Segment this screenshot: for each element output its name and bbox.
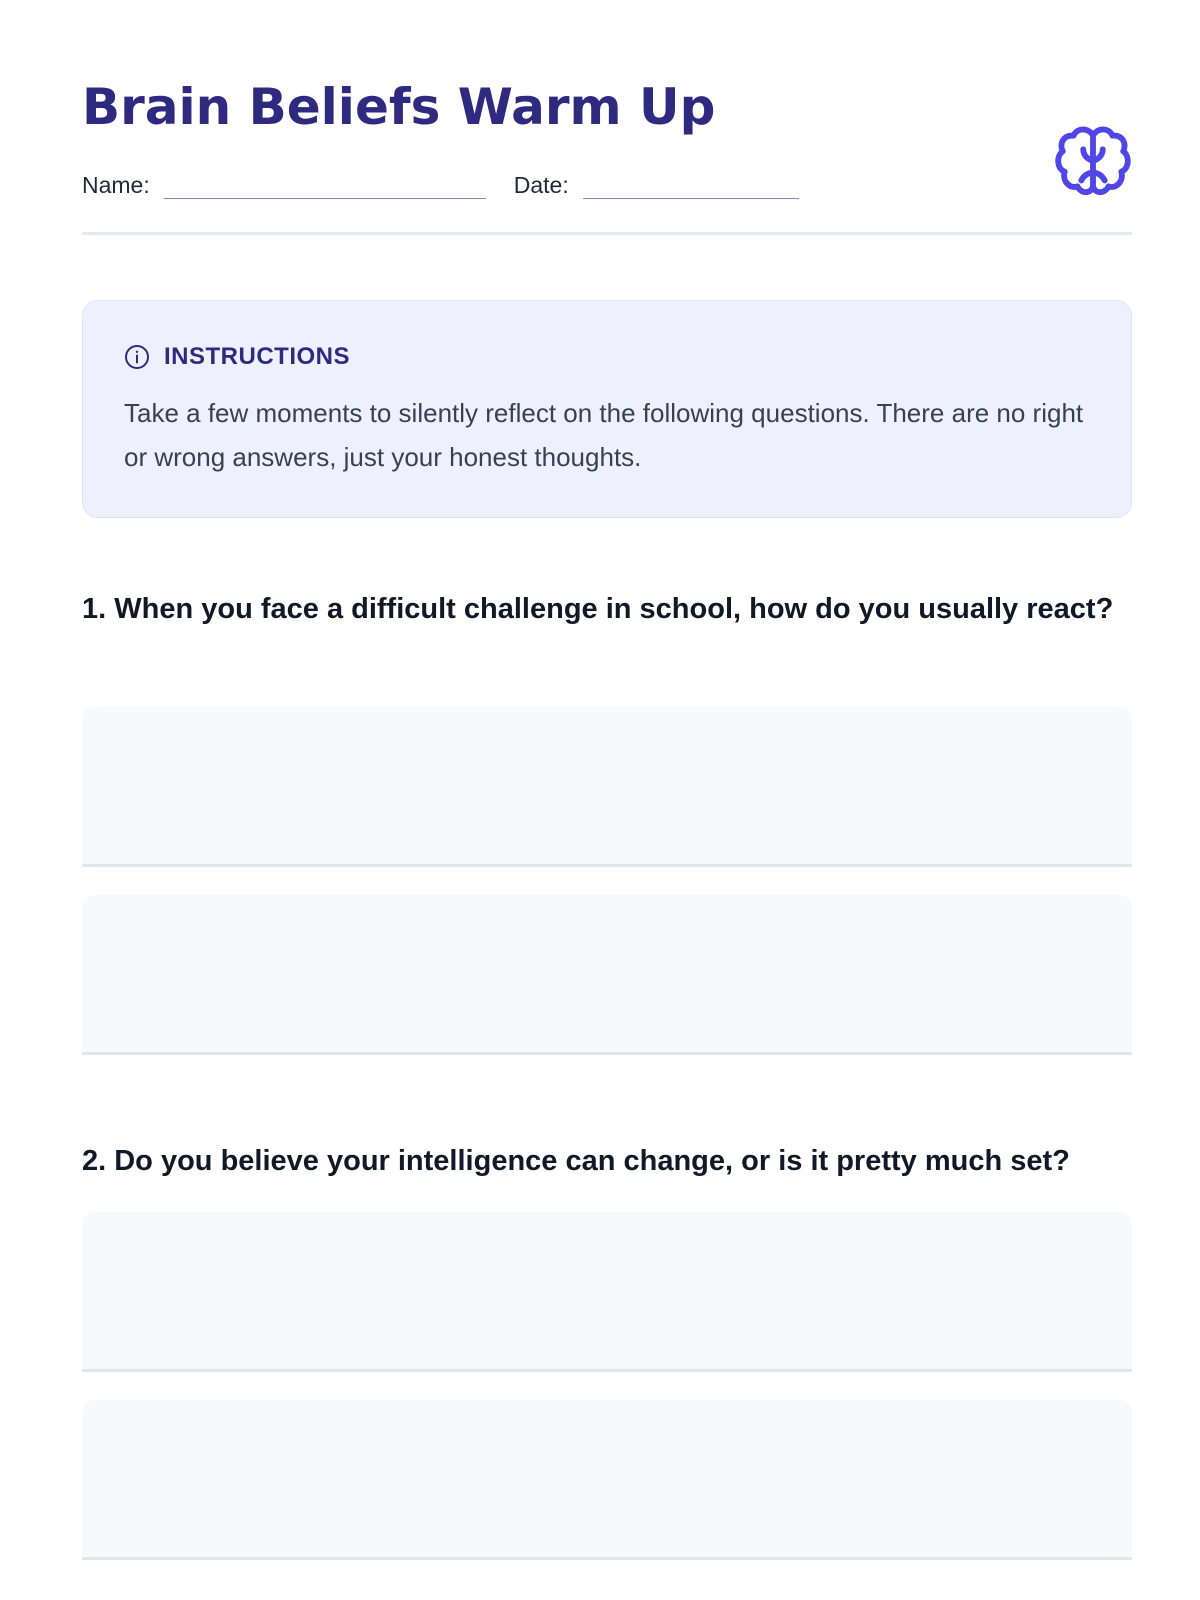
answer-area-1a[interactable] xyxy=(82,707,1132,867)
question-1: 1. When you face a difficult challenge in school, how do you usually react? xyxy=(82,593,1114,625)
worksheet-header xyxy=(82,0,1132,235)
instructions-box xyxy=(82,300,1132,518)
answer-area-2a[interactable] xyxy=(82,1212,1132,1372)
info-icon xyxy=(124,344,150,370)
instructions-title: INSTRUCTIONS xyxy=(164,343,350,370)
worksheet-page xyxy=(82,0,1132,1177)
date-label: Date: xyxy=(513,172,569,198)
date-field[interactable] xyxy=(583,178,799,199)
instructions-text: Take a few moments to silently reflect on the following questions. There are no right or wrong answers, just your honest thoughts. xyxy=(124,398,1084,472)
name-label: Name: xyxy=(82,172,150,198)
answer-area-2b[interactable] xyxy=(82,1400,1132,1560)
question-2: 2. Do you believe your intelligence can change, or is it pretty much set? xyxy=(82,1145,1070,1177)
answer-area-1b[interactable] xyxy=(82,895,1132,1055)
name-field[interactable] xyxy=(164,178,486,199)
name-date-fields xyxy=(82,172,799,199)
brain-icon xyxy=(1054,122,1132,200)
instructions-header xyxy=(124,341,1091,373)
page-title: Brain Beliefs Warm Up xyxy=(82,78,716,136)
